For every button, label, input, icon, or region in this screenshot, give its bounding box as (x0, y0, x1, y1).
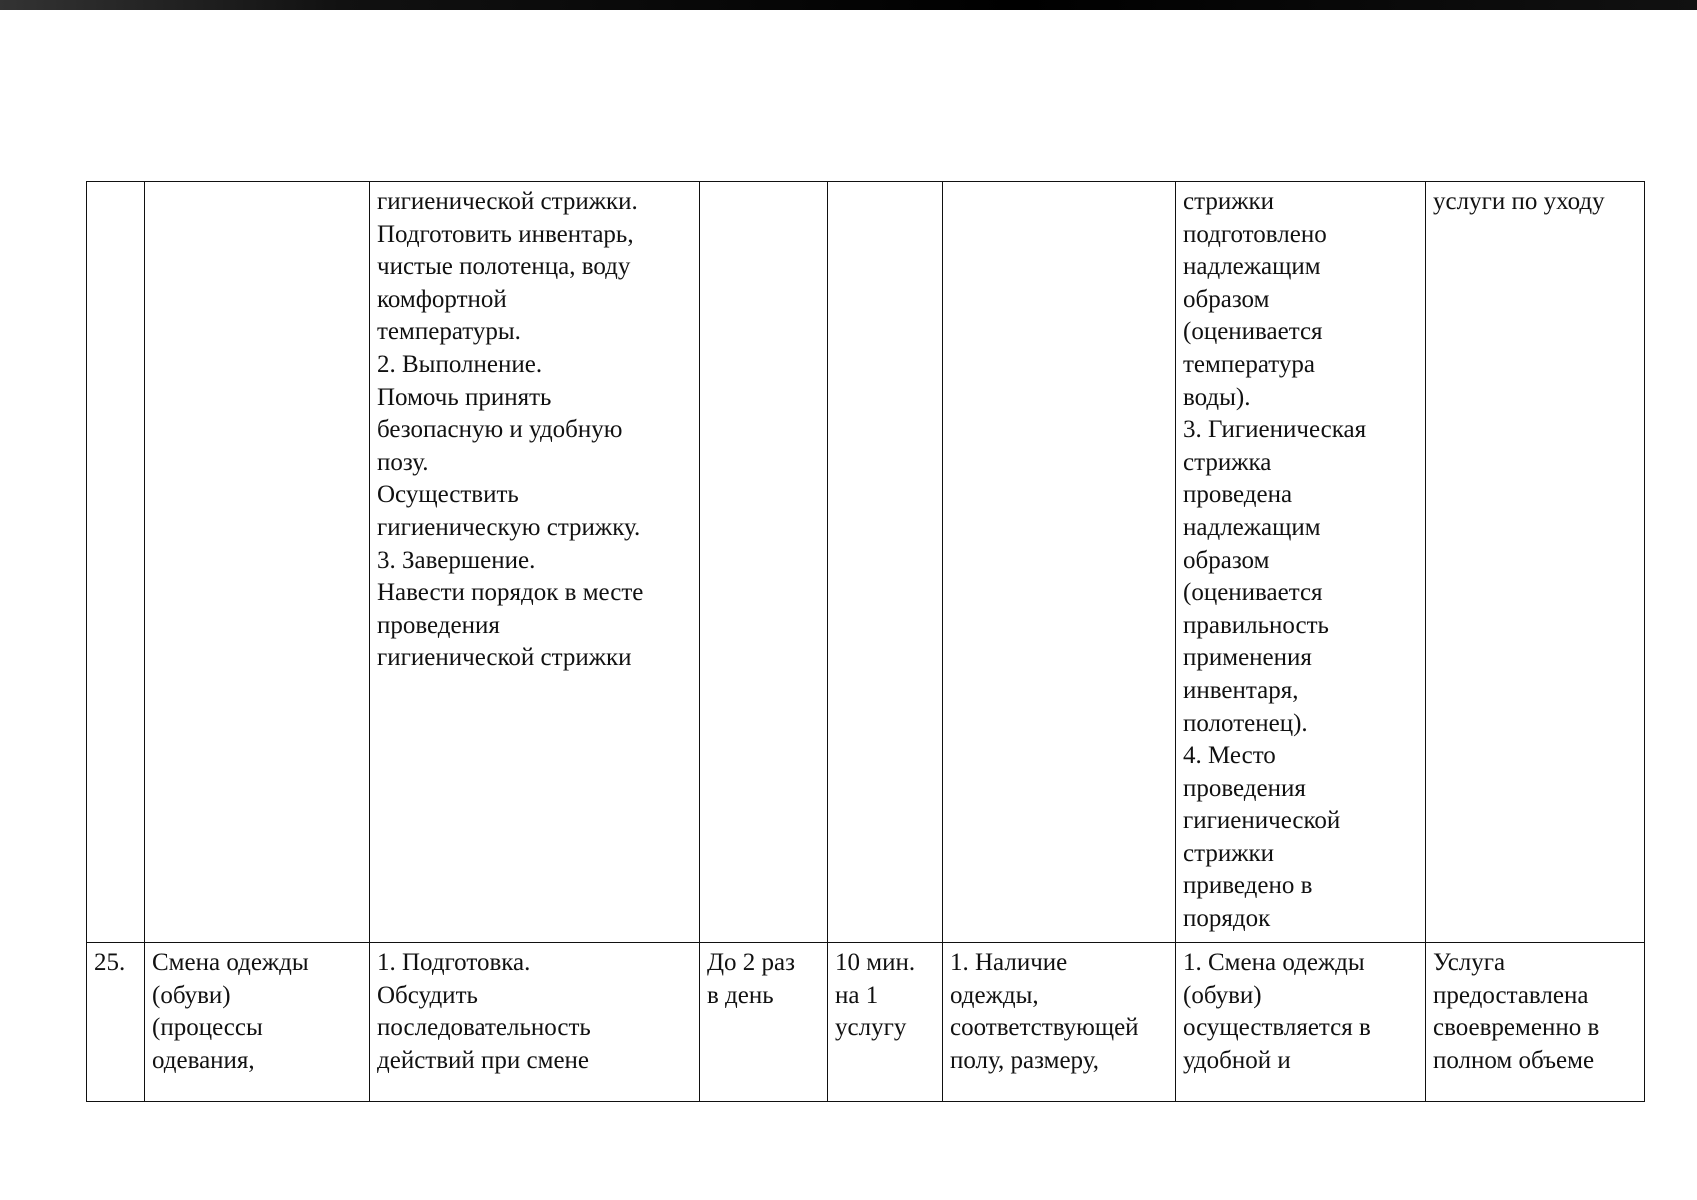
table-row (87, 943, 1645, 1102)
table-row (87, 182, 1645, 943)
duration-cell: 10 мин. на 1 услугу (828, 943, 943, 1102)
duration-cell (828, 182, 943, 943)
service-name-cell: Смена одежды (обуви) (процессы одевания, (145, 943, 370, 1102)
conditions-cell (943, 182, 1176, 943)
service-description-cell: 1. Подготовка. Обсудить последовательность действий при смене (370, 943, 700, 1102)
result-cell: услуги по уходу (1426, 182, 1645, 943)
row-number-cell (87, 182, 145, 943)
result-cell: Услуга предоставлена своевременно в полном объеме (1426, 943, 1645, 1102)
service-description-cell: гигиенической стрижки. Подготовить инвентарь, чистые полотенца, воду комфортной температуры. 2. Выполнение. Помочь принять безопасную и удобную позу. Осуществить гигиеническую стрижку. 3. Завершение. Навести порядок в месте проведения гигиенической стрижки (370, 182, 700, 943)
frequency-cell (700, 182, 828, 943)
frequency-cell: До 2 раз в день (700, 943, 828, 1102)
row-number-cell: 25. (87, 943, 145, 1102)
quality-indicators-cell: стрижки подготовлено надлежащим образом (оценивается температура воды). 3. Гигиеническая стрижка проведена надлежащим образом (оценивается правильность применения инвентаря, полотенец). 4. Место проведения гигиенической стрижки приведено в порядок (1176, 182, 1426, 943)
scan-edge-bar (0, 0, 1697, 10)
quality-indicators-cell: 1. Смена одежды (обуви) осуществляется в удобной и (1176, 943, 1426, 1102)
service-name-cell (145, 182, 370, 943)
services-table (86, 181, 1645, 1102)
conditions-cell: 1. Наличие одежды, соответствующей полу, размеру, (943, 943, 1176, 1102)
